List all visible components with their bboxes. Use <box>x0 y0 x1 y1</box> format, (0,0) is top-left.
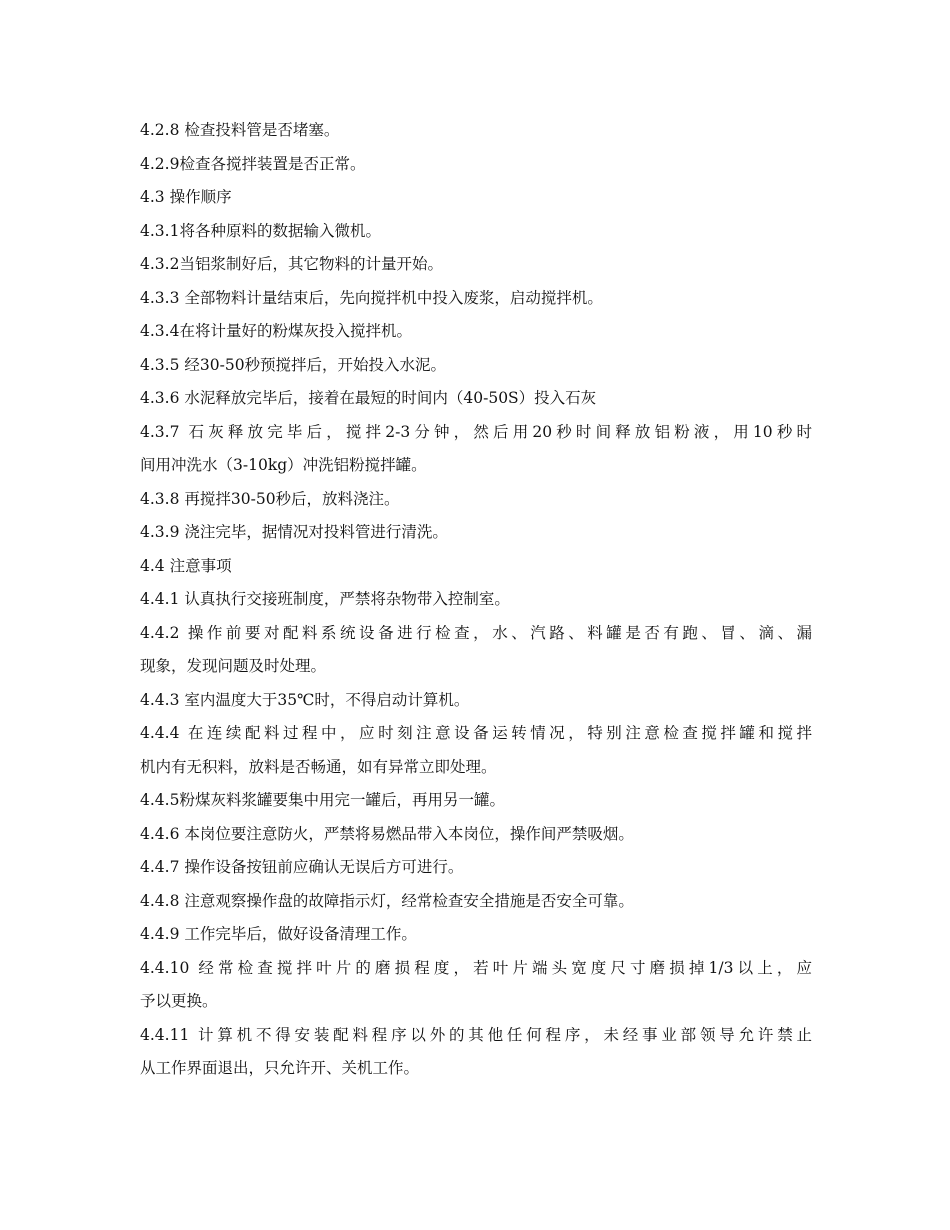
text-line-4-3-7-cont: 间用冲洗水（3-10kg）冲洗铝粉搅拌罐。 <box>140 456 427 474</box>
text-line-4-4-10-cont: 予以更换。 <box>140 992 218 1010</box>
text-line-4-3-8: 4.3.8 再搅拌30-50秒后，放料浇注。 <box>140 489 400 508</box>
text-line-4-3-1: 4.3.1将各种原料的数据输入微机。 <box>140 221 381 240</box>
text-line-4-4-2-cont: 现象，发现问题及时处理。 <box>140 657 327 675</box>
text-line-4-3-6: 4.3.6 水泥释放完毕后，接着在最短的时间内（40-50S）投入石灰 <box>140 389 597 407</box>
text-line-4-2-8: 4.2.8 检查投料管是否堵塞。 <box>140 121 340 139</box>
text-line-4-3-2: 4.3.2当铝浆制好后，其它物料的计量开始。 <box>140 255 443 273</box>
text-line-4-4-9: 4.4.9 工作完毕后，做好设备清理工作。 <box>140 925 417 943</box>
section-heading-4-4: 4.4 注意事项 <box>140 556 232 575</box>
document-body <box>140 114 812 1086</box>
text-line-4-4-1: 4.4.1 认真执行交接班制度，严禁将杂物带入控制室。 <box>140 590 510 608</box>
text-line-4-4-7: 4.4.7 操作设备按钮前应确认无误后方可进行。 <box>140 858 464 876</box>
text-line-4-4-4: 4.4.4 在连续配料过程中，应时刻注意设备运转情况，特别注意检查搅拌罐和搅拌 <box>140 724 812 742</box>
text-line-4-4-11-cont: 从工作界面退出，只允许开、关机工作。 <box>140 1059 420 1077</box>
text-line-4-3-3: 4.3.3 全部物料计量结束后，先向搅拌机中投入废浆，启动搅拌机。 <box>140 288 603 307</box>
text-line-4-3-5: 4.3.5 经30-50秒预搅拌后，开始投入水泥。 <box>140 355 447 374</box>
text-line-4-4-2: 4.4.2 操作前要对配料系统设备进行检查，水、汽路、料罐是否有跑、冒、滴、漏 <box>140 623 812 642</box>
text-line-4-4-10: 4.4.10 经常检查搅拌叶片的磨损程度，若叶片端头宽度尺寸磨损掉1/3以上，应 <box>140 958 812 977</box>
text-line-4-4-11: 4.4.11 计算机不得安装配料程序以外的其他任何程序，未经事业部领导允许禁止 <box>140 1025 812 1044</box>
text-line-4-2-9: 4.2.9检查各搅拌装置是否正常。 <box>140 154 366 173</box>
text-line-4-4-5: 4.4.5粉煤灰料浆罐要集中用完一罐后，再用另一罐。 <box>140 791 505 809</box>
text-line-4-4-3: 4.4.3 室内温度大于35℃时，不得启动计算机。 <box>140 690 470 709</box>
text-line-4-3-7: 4.3.7 石灰释放完毕后，搅拌2-3分钟，然后用20秒时间释放铝粉液，用10秒时 <box>140 422 812 441</box>
text-line-4-3-4: 4.3.4在将计量好的粉煤灰投入搅拌机。 <box>140 322 412 340</box>
text-line-4-4-8: 4.4.8 注意观察操作盘的故障指示灯，经常检查安全措施是否安全可靠。 <box>140 891 634 910</box>
text-line-4-4-6: 4.4.6 本岗位要注意防火，严禁将易燃品带入本岗位，操作间严禁吸烟。 <box>140 824 634 843</box>
text-line-4-4-4-cont: 机内有无积料，放料是否畅通，如有异常立即处理。 <box>140 757 497 776</box>
section-heading-4-3: 4.3 操作顺序 <box>140 188 232 206</box>
text-line-4-3-9: 4.3.9 浇注完毕，据情况对投料管进行清洗。 <box>140 523 448 541</box>
